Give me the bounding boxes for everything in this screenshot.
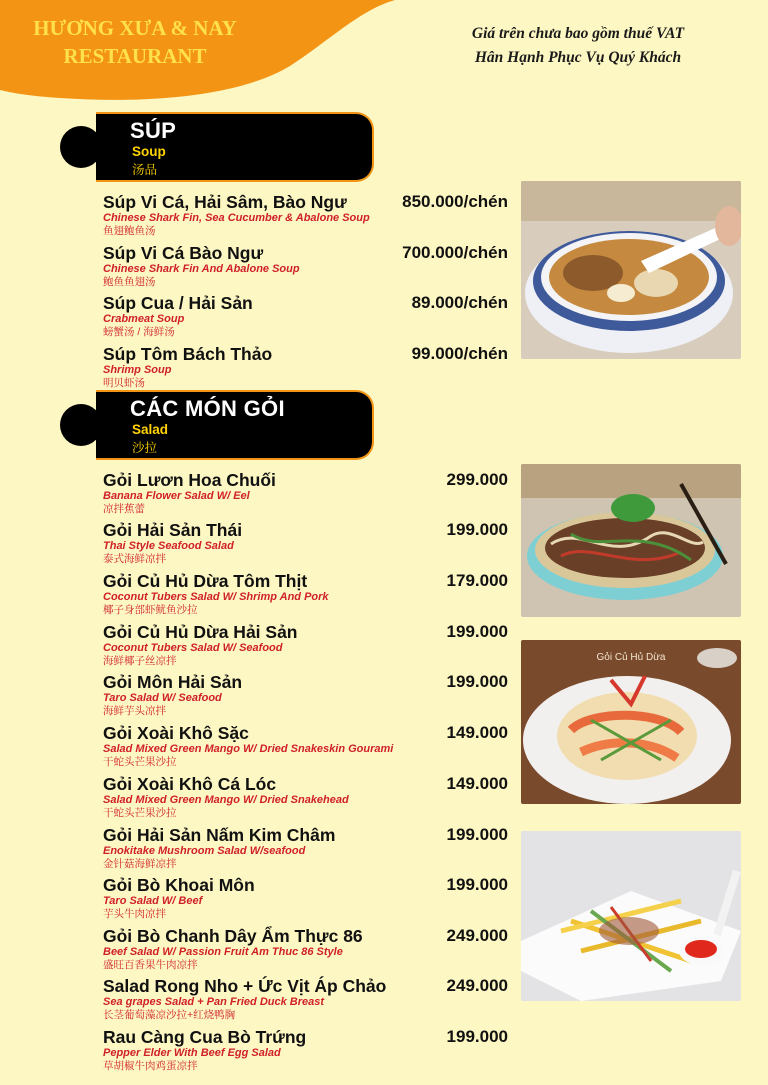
item-name-zh: 草胡椒牛肉鸡蛋凉拌 [103, 1060, 198, 1072]
item-name: Gỏi Củ Hủ Dừa Tôm Thịt [103, 571, 308, 591]
menu-item [103, 672, 508, 718]
menu-item [103, 976, 508, 1022]
welcome-note: Hân Hạnh Phục Vụ Quý Khách [474, 49, 682, 66]
menu-item [103, 520, 508, 566]
item-name: Gỏi Bò Khoai Môn [103, 875, 255, 895]
menu-item [103, 875, 508, 921]
item-name-zh: 凉拌蕉蕾 [103, 503, 145, 515]
section-title: SÚP [130, 118, 177, 143]
soup-photo [521, 181, 741, 359]
item-price: 249.000 [446, 926, 508, 945]
item-name: Súp Vi Cá Bào Ngư [103, 243, 264, 263]
menu-item [103, 571, 508, 617]
item-name: Gỏi Xoài Khô Cá Lóc [103, 774, 277, 794]
menu-item [103, 774, 508, 820]
section-title: CÁC MÓN GỎI [130, 396, 285, 421]
item-name-en: Coconut Tubers Salad W/ Shrimp And Pork [103, 591, 329, 603]
vat-note: Giá trên chưa bao gồm thuế VAT [471, 25, 685, 42]
item-name: Súp Cua / Hải Sản [103, 293, 253, 313]
item-name-zh: 螃蟹汤 / 海鲜汤 [103, 326, 175, 338]
item-name-en: Chinese Shark Fin And Abalone Soup [103, 263, 300, 275]
item-price: 299.000 [446, 470, 508, 489]
menu-item [103, 825, 508, 871]
section-banner-salad [60, 390, 380, 464]
header-note [428, 22, 728, 70]
item-price: 199.000 [446, 622, 508, 641]
item-price: 850.000/chén [402, 192, 508, 211]
menu-item [103, 344, 508, 390]
item-price: 99.000/chén [411, 344, 508, 363]
menu-item [103, 470, 508, 516]
section-banner-soup [60, 112, 380, 186]
item-name: Gỏi Xoài Khô Sặc [103, 723, 249, 743]
item-name-en: Crabmeat Soup [103, 313, 185, 325]
brand-subtitle: RESTAURANT [63, 44, 207, 68]
item-name-zh: 海鲜芋头凉拌 [103, 705, 166, 717]
item-name: Gỏi Môn Hải Sản [103, 672, 243, 692]
item-name-en: Pepper Elder With Beef Egg Salad [103, 1047, 281, 1059]
menu-item [103, 926, 508, 972]
item-name-zh: 长茎葡萄藻凉沙拉+红烧鸭胸 [103, 1009, 236, 1021]
menu-item [103, 1027, 508, 1073]
section-title-en: Salad [132, 422, 169, 437]
item-name-zh: 干蛇头芒果沙拉 [103, 807, 177, 819]
item-name-en: Shrimp Soup [103, 364, 172, 376]
item-name: Súp Vi Cá, Hải Sâm, Bào Ngư [103, 192, 347, 212]
item-name-zh: 盛旺百香果牛肉凉拌 [103, 959, 198, 971]
menu-item [103, 192, 508, 238]
section-title-zh: 汤品 [132, 163, 158, 177]
item-name: Rau Càng Cua Bò Trứng [103, 1027, 307, 1047]
item-name-zh: 鱼翅鲍鱼汤 [103, 225, 156, 237]
item-name: Súp Tôm Bách Thảo [103, 344, 273, 364]
item-name-en: Taro Salad W/ Beef [103, 895, 203, 907]
item-name-zh: 芋头牛肉凉拌 [103, 908, 166, 920]
mango-salad-photo [521, 831, 741, 1001]
item-name: Gỏi Bò Chanh Dây Ẩm Thực 86 [103, 926, 363, 946]
item-price: 89.000/chén [411, 293, 508, 312]
item-price: 179.000 [446, 571, 508, 590]
item-name-en: Sea grapes Salad + Pan Fried Duck Breast [103, 996, 325, 1008]
item-name-en: Coconut Tubers Salad W/ Seafood [103, 642, 283, 654]
menu-item [103, 723, 508, 769]
coconut-salad-photo [521, 640, 741, 804]
item-price: 199.000 [446, 875, 508, 894]
item-price: 149.000 [446, 774, 508, 793]
section-title-zh: 沙拉 [132, 441, 158, 455]
item-name: Salad Rong Nho + Ức Vịt Áp Chảo [103, 976, 387, 996]
restaurant-brand [0, 14, 270, 70]
item-name: Gỏi Củ Hủ Dừa Hải Sản [103, 622, 298, 642]
item-name-en: Chinese Shark Fin, Sea Cucumber & Abalone Soup [103, 212, 370, 224]
menu-item [103, 293, 508, 339]
item-name-en: Salad Mixed Green Mango W/ Dried Snakehead [103, 794, 349, 806]
item-name-en: Banana Flower Salad W/ Eel [103, 490, 250, 502]
item-name: Gỏi Hải Sản Nấm Kim Châm [103, 825, 336, 845]
item-price: 149.000 [446, 723, 508, 742]
item-name-en: Thai Style Seafood Salad [103, 540, 234, 552]
item-name: Gỏi Lươn Hoa Chuối [103, 470, 276, 490]
item-price: 199.000 [446, 672, 508, 691]
menu-item [103, 243, 508, 289]
brand-name: HƯƠNG XƯA & NAY [33, 16, 237, 40]
item-name-zh: 椰子身部虾鱿鱼沙拉 [103, 604, 198, 616]
photo-caption: Gỏi Củ Hủ Dừa [596, 652, 666, 663]
item-name-zh: 干蛇头芒果沙拉 [103, 756, 177, 768]
item-name-zh: 明贝虾汤 [103, 377, 145, 389]
item-name-en: Enokitake Mushroom Salad W/seafood [103, 845, 306, 857]
item-name-zh: 泰式海鲜凉拌 [103, 553, 166, 565]
item-price: 700.000/chén [402, 243, 508, 262]
eel-salad-photo [521, 464, 741, 617]
item-name: Gỏi Hải Sản Thái [103, 520, 243, 540]
item-name-en: Salad Mixed Green Mango W/ Dried Snakeskin Gourami [103, 743, 394, 755]
item-price: 199.000 [446, 825, 508, 844]
item-name-zh: 金针菇海鲜凉拌 [103, 858, 177, 870]
item-name-zh: 海鲜椰子丝凉拌 [103, 655, 177, 667]
item-name-en: Taro Salad W/ Seafood [103, 692, 222, 704]
item-price: 199.000 [446, 520, 508, 539]
section-title-en: Soup [132, 144, 166, 159]
item-price: 249.000 [446, 976, 508, 995]
item-name-zh: 鲍鱼鱼翅汤 [103, 276, 156, 288]
menu-item [103, 622, 508, 668]
item-name-en: Beef Salad W/ Passion Fruit Am Thuc 86 Style [103, 946, 343, 958]
item-price: 199.000 [446, 1027, 508, 1046]
